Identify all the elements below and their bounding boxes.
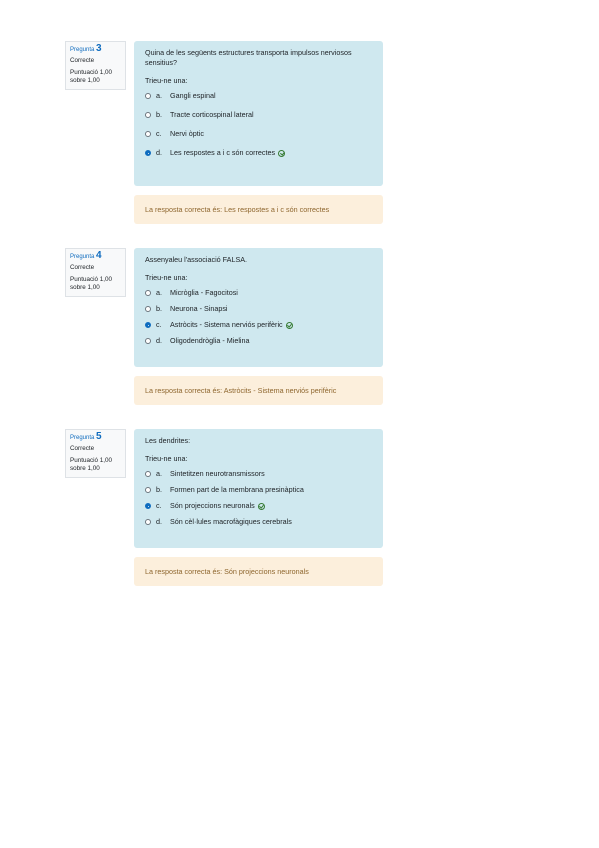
radio-button[interactable] — [145, 112, 151, 118]
answer-label: Són cèl·lules macrofàgiques cerebrals — [170, 517, 292, 526]
answer-label: Formen part de la membrana presinàptica — [170, 485, 304, 494]
radio-button[interactable] — [145, 487, 151, 493]
answer-label: Oligodendròglia - Mielina — [170, 336, 250, 345]
radio-button[interactable] — [145, 93, 151, 99]
question-number-value: 4 — [96, 250, 102, 261]
answer-label: Nervi òptic — [170, 129, 204, 138]
check-circle-icon — [278, 150, 285, 157]
question-text: Quina de les següents estructures transporta impulsos nerviosos sensitius? — [145, 48, 352, 67]
question-grade: Puntuació 1,00 sobre 1,00 — [70, 457, 113, 472]
radio-button-selected[interactable] — [145, 322, 151, 328]
answer-option-b[interactable] — [145, 304, 372, 314]
answer-letter: d. — [156, 148, 162, 157]
answer-label: Astròcits - Sistema nerviós perifèric — [170, 320, 283, 329]
question-state: Correcte — [70, 264, 95, 271]
answer-label: Les respostes a i c són correctes — [170, 148, 276, 157]
question-label: Pregunta — [70, 254, 95, 260]
question-info — [65, 41, 126, 90]
question-formulation — [134, 41, 383, 186]
question-formulation — [134, 248, 383, 367]
answer-list — [145, 469, 372, 527]
answer-option-d[interactable] — [145, 517, 372, 527]
answer-option-c[interactable] — [145, 129, 372, 139]
question-number — [70, 45, 121, 54]
radio-button[interactable] — [145, 338, 151, 344]
radio-button[interactable] — [145, 290, 151, 296]
question-number-value: 5 — [96, 431, 102, 442]
question-number-value: 3 — [96, 43, 102, 54]
answer-prompt: Trieu-ne una: — [145, 273, 188, 282]
answer-list — [145, 288, 372, 346]
question-text: Assenyaleu l'associació FALSA. — [145, 255, 248, 264]
correct-answer-feedback: La resposta correcta és: Astròcits - Sistema nerviós perifèric — [134, 376, 383, 405]
question-info — [65, 248, 126, 297]
answer-label: Són projeccions neuronals — [170, 501, 255, 510]
answer-label: Micròglia - Fagocitosi — [170, 288, 238, 297]
answer-label: Tracte corticospinal lateral — [170, 110, 254, 119]
answer-letter: c. — [156, 320, 162, 329]
check-circle-icon — [286, 322, 293, 329]
answer-option-d[interactable] — [145, 148, 372, 158]
question-label: Pregunta — [70, 435, 95, 441]
answer-prompt: Trieu-ne una: — [145, 76, 188, 85]
question-grade: Puntuació 1,00 sobre 1,00 — [70, 276, 113, 291]
answer-letter: d. — [156, 336, 162, 345]
radio-button[interactable] — [145, 519, 151, 525]
answer-option-c[interactable] — [145, 501, 372, 511]
radio-button[interactable] — [145, 306, 151, 312]
answer-letter: a. — [156, 469, 162, 478]
answer-label: Neurona - Sinapsi — [170, 304, 228, 313]
answer-letter: c. — [156, 129, 162, 138]
answer-option-d[interactable] — [145, 336, 372, 346]
check-circle-icon — [258, 503, 265, 510]
answer-option-c[interactable] — [145, 320, 372, 330]
question-text: Les dendrites: — [145, 436, 191, 445]
answer-label: Gangli espinal — [170, 91, 216, 100]
radio-button[interactable] — [145, 131, 151, 137]
answer-option-b[interactable] — [145, 110, 372, 120]
answer-prompt: Trieu-ne una: — [145, 454, 188, 463]
answer-letter: d. — [156, 517, 162, 526]
answer-list — [145, 91, 372, 158]
answer-letter: a. — [156, 91, 162, 100]
answer-letter: b. — [156, 304, 162, 313]
question-formulation — [134, 429, 383, 548]
correct-answer-feedback: La resposta correcta és: Les respostes a i c són correctes — [134, 195, 383, 224]
answer-option-a[interactable] — [145, 469, 372, 479]
answer-letter: c. — [156, 501, 162, 510]
answer-letter: a. — [156, 288, 162, 297]
answer-letter: b. — [156, 485, 162, 494]
question-number — [70, 252, 121, 261]
answer-option-a[interactable] — [145, 91, 372, 101]
answer-option-a[interactable] — [145, 288, 372, 298]
question-state: Correcte — [70, 445, 95, 452]
radio-button[interactable] — [145, 471, 151, 477]
answer-option-b[interactable] — [145, 485, 372, 495]
question-number — [70, 433, 121, 442]
question-label: Pregunta — [70, 47, 95, 53]
radio-button-selected[interactable] — [145, 503, 151, 509]
answer-label: Sintetitzen neurotransmissors — [170, 469, 265, 478]
correct-answer-feedback: La resposta correcta és: Són projeccions neuronals — [134, 557, 383, 586]
question-state: Correcte — [70, 57, 95, 64]
question-info — [65, 429, 126, 478]
radio-button-selected[interactable] — [145, 150, 151, 156]
answer-letter: b. — [156, 110, 162, 119]
question-grade: Puntuació 1,00 sobre 1,00 — [70, 69, 113, 84]
